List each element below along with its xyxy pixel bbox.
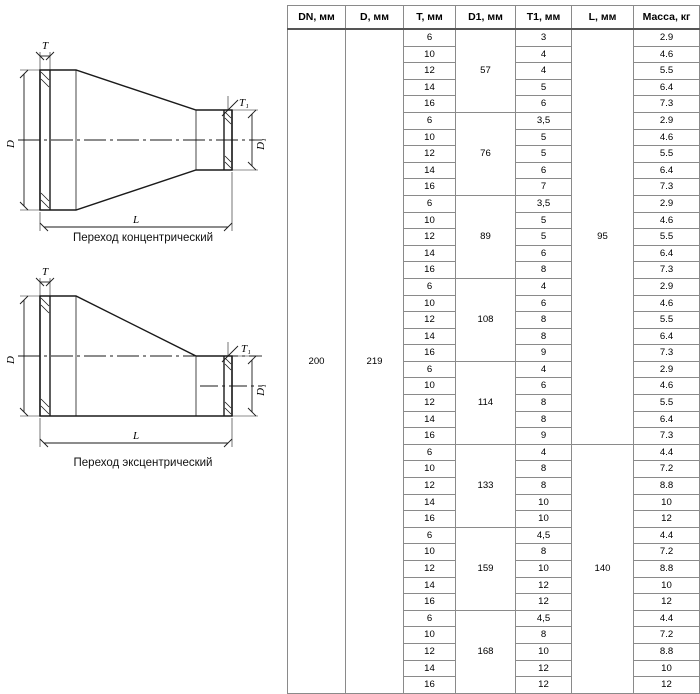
cell-t: 14 <box>404 162 456 179</box>
cell-t: 16 <box>404 345 456 362</box>
cell-t: 10 <box>404 544 456 561</box>
cell-t1: 8 <box>516 312 572 329</box>
cell-t: 14 <box>404 494 456 511</box>
cell-mass: 6.4 <box>634 79 700 96</box>
cell-mass: 4.6 <box>634 378 700 395</box>
specs-table <box>287 5 700 694</box>
cell-t1: 4 <box>516 444 572 461</box>
header-mass: Масса, кг <box>634 6 700 30</box>
cell-t1: 8 <box>516 478 572 495</box>
cell-t1: 5 <box>516 129 572 146</box>
cell-t1: 4 <box>516 278 572 295</box>
cell-t: 16 <box>404 96 456 113</box>
cell-t1: 8 <box>516 328 572 345</box>
cell-mass: 7.3 <box>634 345 700 362</box>
cell-t1: 8 <box>516 461 572 478</box>
cell-t1: 12 <box>516 677 572 694</box>
cell-t: 10 <box>404 378 456 395</box>
cell-t1: 8 <box>516 627 572 644</box>
cell-mass: 7.3 <box>634 179 700 196</box>
cell-t: 6 <box>404 112 456 129</box>
cell-mass: 8.8 <box>634 643 700 660</box>
cell-t: 14 <box>404 577 456 594</box>
cell-t: 6 <box>404 610 456 627</box>
cell-mass: 7.2 <box>634 544 700 561</box>
cell-mass: 2.9 <box>634 278 700 295</box>
cell-dn: 200 <box>288 29 346 693</box>
cell-mass: 6.4 <box>634 162 700 179</box>
specs-table-wrap <box>287 5 699 694</box>
cell-mass: 6.4 <box>634 328 700 345</box>
cell-t1: 6 <box>516 378 572 395</box>
cell-d1: 108 <box>456 278 516 361</box>
cell-mass: 10 <box>634 660 700 677</box>
cell-t: 14 <box>404 660 456 677</box>
cell-t: 14 <box>404 411 456 428</box>
cell-t: 16 <box>404 677 456 694</box>
cell-t1: 3,5 <box>516 112 572 129</box>
cell-t: 6 <box>404 195 456 212</box>
cell-t: 12 <box>404 312 456 329</box>
cell-mass: 12 <box>634 594 700 611</box>
cell-d1: 168 <box>456 610 516 693</box>
eccentric-reducer-drawing <box>0 258 286 468</box>
cell-mass: 4.6 <box>634 295 700 312</box>
cell-mass: 6.4 <box>634 245 700 262</box>
label-T1: T₁ <box>239 97 249 109</box>
cell-mass: 4.4 <box>634 527 700 544</box>
cell-d1: 114 <box>456 361 516 444</box>
cell-mass: 8.8 <box>634 561 700 578</box>
label-L: L <box>132 430 140 442</box>
cell-mass: 7.3 <box>634 428 700 445</box>
cell-mass: 7.2 <box>634 461 700 478</box>
cell-mass: 2.9 <box>634 361 700 378</box>
cell-t1: 10 <box>516 561 572 578</box>
label-D1: D₁ <box>255 384 267 396</box>
cell-mass: 7.2 <box>634 627 700 644</box>
eccentric-reducer-diagram <box>0 258 286 508</box>
label-D: D <box>5 140 17 148</box>
cell-t1: 10 <box>516 494 572 511</box>
cell-t1: 6 <box>516 245 572 262</box>
cell-t1: 4,5 <box>516 610 572 627</box>
cell-t: 16 <box>404 511 456 528</box>
cell-t: 12 <box>404 478 456 495</box>
cell-t1: 8 <box>516 411 572 428</box>
cell-mass: 2.9 <box>634 195 700 212</box>
cell-mass: 5.5 <box>634 395 700 412</box>
cell-mass: 5.5 <box>634 63 700 80</box>
cell-t1: 7 <box>516 179 572 196</box>
cell-t: 6 <box>404 527 456 544</box>
cell-t: 10 <box>404 627 456 644</box>
cell-mass: 8.8 <box>634 478 700 495</box>
cell-t1: 4 <box>516 63 572 80</box>
cell-t1: 4,5 <box>516 527 572 544</box>
cell-t1: 9 <box>516 345 572 362</box>
cell-mass: 10 <box>634 577 700 594</box>
cell-d1: 133 <box>456 444 516 527</box>
cell-t: 14 <box>404 328 456 345</box>
cell-t1: 10 <box>516 643 572 660</box>
cell-mass: 5.5 <box>634 146 700 163</box>
cell-d1: 159 <box>456 527 516 610</box>
cell-mass: 2.9 <box>634 29 700 46</box>
cell-t1: 5 <box>516 212 572 229</box>
cell-t: 10 <box>404 46 456 63</box>
cell-t: 12 <box>404 63 456 80</box>
caption-eccentric: Переход эксцентрический <box>73 457 213 469</box>
cell-t1: 6 <box>516 295 572 312</box>
cell-t: 16 <box>404 262 456 279</box>
cell-t1: 8 <box>516 544 572 561</box>
cell-t1: 8 <box>516 395 572 412</box>
cell-t: 12 <box>404 561 456 578</box>
cell-t1: 6 <box>516 96 572 113</box>
cell-l: 95 <box>572 29 634 444</box>
cell-mass: 4.4 <box>634 610 700 627</box>
cell-t1: 8 <box>516 262 572 279</box>
cell-t: 12 <box>404 643 456 660</box>
cell-t1: 12 <box>516 577 572 594</box>
cell-t: 12 <box>404 395 456 412</box>
header-t: T, мм <box>404 6 456 30</box>
cell-t: 10 <box>404 212 456 229</box>
cell-t: 6 <box>404 29 456 46</box>
cell-t1: 5 <box>516 146 572 163</box>
cell-t: 10 <box>404 461 456 478</box>
cell-t: 6 <box>404 361 456 378</box>
cell-mass: 5.5 <box>634 312 700 329</box>
cell-t: 14 <box>404 79 456 96</box>
cell-t1: 12 <box>516 660 572 677</box>
cell-t: 6 <box>404 444 456 461</box>
cell-mass: 5.5 <box>634 229 700 246</box>
cell-t: 10 <box>404 129 456 146</box>
cell-t1: 3 <box>516 29 572 46</box>
cell-t1: 4 <box>516 361 572 378</box>
cell-t1: 3,5 <box>516 195 572 212</box>
header-d1: D1, мм <box>456 6 516 30</box>
cell-t1: 4 <box>516 46 572 63</box>
cell-t: 16 <box>404 594 456 611</box>
cell-t: 12 <box>404 229 456 246</box>
cell-mass: 2.9 <box>634 112 700 129</box>
concentric-reducer-drawing <box>0 22 286 237</box>
cell-t: 6 <box>404 278 456 295</box>
cell-mass: 6.4 <box>634 411 700 428</box>
header-dn: DN, мм <box>288 6 346 30</box>
cell-t1: 5 <box>516 79 572 96</box>
cell-mass: 12 <box>634 511 700 528</box>
label-T: T <box>41 40 49 52</box>
header-t1: T1, мм <box>516 6 572 30</box>
cell-d1: 57 <box>456 29 516 112</box>
cell-t1: 5 <box>516 229 572 246</box>
caption-concentric: Переход концентрический <box>72 232 214 244</box>
cell-mass: 7.3 <box>634 262 700 279</box>
label-T: T <box>41 266 49 278</box>
label-D: D <box>5 356 17 364</box>
cell-t: 10 <box>404 295 456 312</box>
cell-t: 16 <box>404 179 456 196</box>
cell-mass: 4.6 <box>634 212 700 229</box>
label-D1: D₁ <box>255 138 267 150</box>
cell-mass: 4.6 <box>634 129 700 146</box>
cell-mass: 12 <box>634 677 700 694</box>
cell-d1: 89 <box>456 195 516 278</box>
cell-mass: 4.6 <box>634 46 700 63</box>
table-row <box>288 29 700 46</box>
diagram-panel <box>0 0 286 528</box>
label-T1: T₁ <box>241 343 251 355</box>
cell-l: 140 <box>572 444 634 693</box>
cell-t: 14 <box>404 245 456 262</box>
cell-t1: 6 <box>516 162 572 179</box>
cell-t: 16 <box>404 428 456 445</box>
cell-d: 219 <box>346 29 404 693</box>
cell-mass: 4.4 <box>634 444 700 461</box>
cell-d1: 76 <box>456 112 516 195</box>
header-l: L, мм <box>572 6 634 30</box>
cell-t1: 9 <box>516 428 572 445</box>
cell-mass: 10 <box>634 494 700 511</box>
header-d: D, мм <box>346 6 404 30</box>
cell-t: 12 <box>404 146 456 163</box>
cell-t1: 12 <box>516 594 572 611</box>
table-header-row <box>288 6 700 30</box>
label-L: L <box>132 214 140 226</box>
cell-t1: 10 <box>516 511 572 528</box>
cell-mass: 7.3 <box>634 96 700 113</box>
